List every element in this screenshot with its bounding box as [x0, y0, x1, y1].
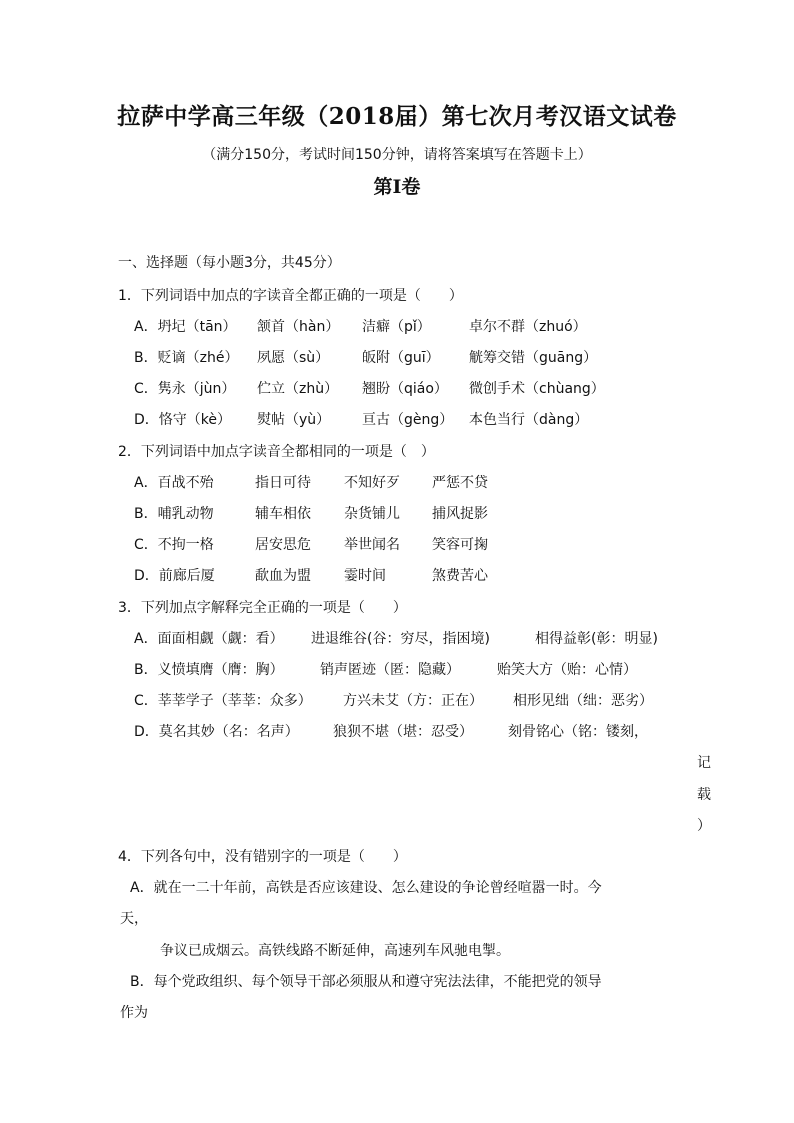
question-3-option-b: [134, 659, 637, 679]
option-item: D．前廊后厦: [134, 568, 215, 584]
option-item: C．隽永（jùn）: [134, 381, 236, 397]
option-item: 煞费苦心: [432, 568, 488, 584]
option-item: 伫立（zhù）: [257, 381, 339, 397]
option-item: 觥筹交错（guāng）: [469, 350, 598, 366]
question-2-option-b: [134, 503, 488, 523]
option-item: 刻骨铭心（铭：镂刻，: [508, 724, 648, 740]
overflow-char: 记: [697, 755, 711, 771]
question-3-option-c: [134, 690, 653, 710]
option-item: 捕风捉影: [432, 506, 488, 522]
question-4-stem: 4．下列各句中，没有错别字的一项是（ ）: [118, 849, 407, 865]
option-item: 本色当行（dàng）: [469, 412, 589, 428]
option-item: 霎时间: [344, 568, 386, 584]
option-item: 皈附（guī）: [362, 350, 440, 366]
question-1-option-c: [134, 378, 605, 398]
option-item: 贻笑大方（贻：心情）: [497, 662, 637, 678]
option-item: D．恪守（kè）: [134, 412, 232, 428]
option-item: 卓尔不群（zhuó）: [469, 319, 587, 335]
option-item: 翘盼（qiáo）: [362, 381, 448, 397]
option-item: 夙愿（sù）: [257, 350, 330, 366]
option-item: 指日可待: [255, 475, 311, 491]
option-item: 笑容可掬: [432, 537, 488, 553]
question-4-option-a-line: 争议已成烟云。高铁线路不断延伸，高速列车风驰电掣。: [160, 943, 510, 959]
option-item: 亘古（gèng）: [362, 412, 454, 428]
question-3-stem: 3．下列加点字解释完全正确的一项是（ ）: [118, 600, 407, 616]
question-1-option-b: [134, 347, 597, 367]
question-1-option-a: [134, 316, 587, 336]
exam-title: 拉萨中学高三年级（2018届）第七次月考汉语文试卷: [117, 103, 677, 130]
option-item: 严惩不贷: [432, 475, 488, 491]
question-4-option-b-line: B．每个党政组织、每个领导干部必须服从和遵守宪法法律，不能把党的领导: [130, 974, 602, 990]
option-item: B．贬谪（zhé）: [134, 350, 239, 366]
option-item: 杂货铺儿: [344, 506, 400, 522]
question-4-option-b-line: 作为: [120, 1005, 148, 1021]
question-2-option-a: [134, 472, 488, 492]
option-item: 微创手术（chùang）: [469, 381, 605, 397]
question-4-option-a-line: A．就在一二十年前，高铁是否应该建设、怎么建设的争论曾经喧嚣一时。今: [130, 880, 602, 896]
overflow-char: 载: [697, 787, 711, 803]
option-item: B．哺乳动物: [134, 506, 214, 522]
question-4-option-a-line: 天，: [120, 911, 148, 927]
overflow-char: ）: [697, 818, 711, 834]
option-item: 举世闻名: [344, 537, 400, 553]
option-item: 进退维谷(谷：穷尽，指困境): [311, 631, 490, 647]
option-item: 相形见绌（绌：恶劣）: [513, 693, 653, 709]
option-item: 相得益彰(彰：明显): [535, 631, 658, 647]
option-item: 熨帖（yù）: [257, 412, 331, 428]
exam-instructions: （满分150分，考试时间150分钟，请将答案填写在答题卡上）: [202, 147, 592, 163]
option-item: A．百战不殆: [134, 475, 214, 491]
option-item: 方兴未艾（方：正在）: [343, 693, 483, 709]
volume-heading: 第Ⅰ卷: [373, 176, 421, 198]
question-1-stem: 1．下列词语中加点的字读音全都正确的一项是（ ）: [118, 288, 463, 304]
option-item: C．不拘一格: [134, 537, 214, 553]
option-item: 颔首（hàn）: [257, 319, 340, 335]
section-heading: 一、选择题（每小题3分，共45分）: [118, 255, 341, 271]
option-item: A．面面相觑（觑：看）: [134, 631, 284, 647]
option-item: 辅车相依: [255, 506, 311, 522]
option-item: C．莘莘学子（莘莘：众多）: [134, 693, 312, 709]
question-2-option-c: [134, 534, 488, 554]
option-item: 狼狈不堪（堪：忍受）: [333, 724, 473, 740]
option-item: D．莫名其妙（名：名声）: [134, 724, 299, 740]
option-item: 歃血为盟: [255, 568, 311, 584]
question-3-option-a: [134, 628, 658, 648]
question-2-option-d: [134, 565, 488, 585]
option-item: B．义愤填膺（膺：胸）: [134, 662, 284, 678]
option-item: 居安思危: [255, 537, 311, 553]
option-item: A．坍圮（tān）: [134, 319, 237, 335]
option-item: 销声匿迹（匿：隐藏）: [320, 662, 460, 678]
question-3-option-d: [134, 721, 648, 741]
question-2-stem: 2．下列词语中加点字读音全都相同的一项是（ ）: [118, 444, 435, 460]
option-item: 洁癖（pǐ）: [362, 319, 431, 335]
question-1-option-d: [134, 409, 588, 429]
option-item: 不知好歹: [344, 475, 400, 491]
